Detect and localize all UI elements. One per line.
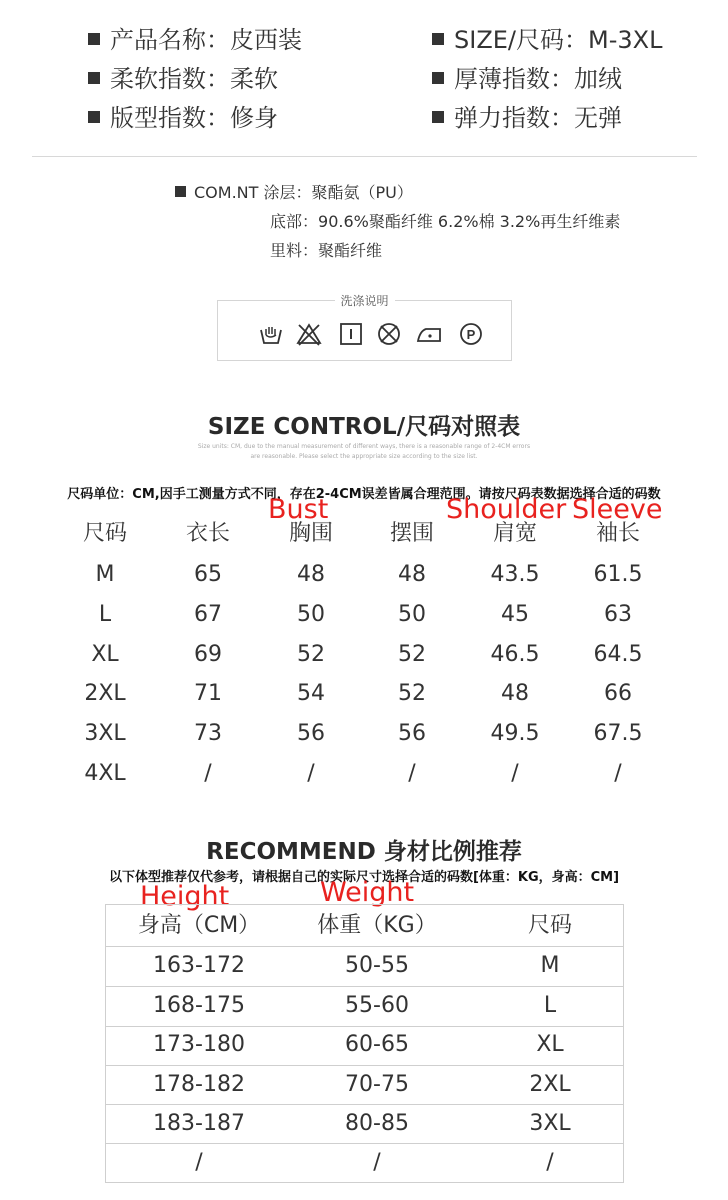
size-cell: 65 <box>194 562 222 587</box>
size-header-shoulder: 肩宽 <box>492 521 537 546</box>
recommend-table <box>105 904 624 1183</box>
divider <box>32 156 697 157</box>
size-header-hem: 摆围 <box>389 521 434 546</box>
recommend-cell: 2XL <box>529 1072 571 1097</box>
size-cell: / <box>307 761 315 786</box>
size-header-bust: 胸围 <box>288 521 333 546</box>
size-cell: 50 <box>297 602 325 627</box>
size-cell: 2XL <box>84 681 126 706</box>
annotation-weight: Weight <box>320 877 415 908</box>
size-cell: 48 <box>297 562 325 587</box>
iron-icon <box>416 321 442 347</box>
recommend-cell: 168-175 <box>153 993 245 1018</box>
size-note: 尺码单位：CM,因手工测量方式不同，存在2-4CM误差皆属合理范围。请按尺码表数据选择合适的码数 <box>67 487 661 502</box>
row-divider <box>106 986 623 987</box>
size-cell: / <box>614 761 622 786</box>
size-cell: 49.5 <box>490 721 540 746</box>
size-cell: 52 <box>297 642 325 667</box>
bullet-square-icon <box>432 72 444 84</box>
size-cell: 69 <box>194 642 222 667</box>
composition-lining: 里料：聚酯纤维 <box>270 241 383 260</box>
size-cell: 48 <box>501 681 529 706</box>
size-cell: 4XL <box>84 761 126 786</box>
row-divider <box>106 1143 623 1144</box>
size-cell: 48 <box>398 562 426 587</box>
size-fine-print-2: are reasonable. Please select the appropriate size according to the size list. <box>250 453 478 460</box>
no-dry-clean-icon <box>376 321 402 347</box>
bullet-square-icon <box>432 111 444 123</box>
row-divider <box>106 946 623 947</box>
size-cell: 63 <box>604 602 632 627</box>
recommend-cell: / <box>195 1150 203 1175</box>
size-cell: / <box>408 761 416 786</box>
recommend-header-height: 身高（CM） <box>137 913 261 938</box>
bullet-square-icon <box>175 186 186 197</box>
size-cell: 43.5 <box>490 562 540 587</box>
size-cell: 56 <box>398 721 426 746</box>
size-cell: / <box>511 761 519 786</box>
size-cell: 66 <box>604 681 632 706</box>
spec-elasticity: 弹力指数：无弹 <box>432 104 622 132</box>
size-header-length: 衣长 <box>185 521 230 546</box>
recommend-cell: / <box>546 1150 554 1175</box>
recommend-cell: 50-55 <box>345 953 409 978</box>
no-bleach-icon <box>296 321 322 347</box>
recommend-header-size: 尺码 <box>527 913 572 938</box>
recommend-cell: 3XL <box>529 1111 571 1136</box>
care-title: 洗涤说明 <box>334 292 394 309</box>
size-cell: 61.5 <box>593 562 643 587</box>
recommend-cell: 80-85 <box>345 1111 409 1136</box>
size-cell: 54 <box>297 681 325 706</box>
recommend-cell: 55-60 <box>345 993 409 1018</box>
care-instructions-box <box>217 294 512 361</box>
svg-text:P: P <box>466 327 476 342</box>
tumble-dry-icon <box>338 321 364 347</box>
size-cell: 45 <box>501 602 529 627</box>
spec-size-range: SIZE/尺码：M-3XL <box>432 26 662 54</box>
recommend-cell: 173-180 <box>153 1032 245 1057</box>
recommend-cell: 163-172 <box>153 953 245 978</box>
size-cell: 56 <box>297 721 325 746</box>
dry-clean-p-icon <box>458 321 484 347</box>
size-header-size: 尺码 <box>82 521 127 546</box>
size-cell: 3XL <box>84 721 126 746</box>
size-cell: L <box>98 602 112 627</box>
bullet-square-icon <box>432 33 444 45</box>
recommend-cell: / <box>373 1150 381 1175</box>
size-cell: 73 <box>194 721 222 746</box>
size-fine-print-1: Size units: CM, due to the manual measurement of different ways, there is a reasonable range of 2-4CM errors <box>197 443 531 450</box>
row-divider <box>106 1026 623 1027</box>
annotation-sleeve: Sleeve <box>572 494 663 525</box>
hand-wash-icon <box>258 321 284 347</box>
recommend-cell: 70-75 <box>345 1072 409 1097</box>
annotation-bust: Bust <box>268 494 329 525</box>
size-cell: 67 <box>194 602 222 627</box>
size-cell: / <box>204 761 212 786</box>
row-divider <box>106 1065 623 1066</box>
recommend-cell: 60-65 <box>345 1032 409 1057</box>
size-header-sleeve: 袖长 <box>595 521 640 546</box>
recommend-header-weight: 体重（KG） <box>317 913 437 938</box>
recommend-note: 以下体型推荐仅代参考，请根据自己的实际尺寸选择合适的码数[体重：KG，身高：CM] <box>108 870 620 885</box>
size-cell: M <box>95 562 115 587</box>
recommend-cell: 178-182 <box>153 1072 245 1097</box>
annotation-height: Height <box>140 881 230 912</box>
composition-base: 底部：90.6%聚酯纤维 6.2%棉 3.2%再生纤维素 <box>270 212 621 231</box>
size-cell: 67.5 <box>593 721 643 746</box>
bullet-square-icon <box>88 72 100 84</box>
recommend-cell: 183-187 <box>153 1111 245 1136</box>
recommend-title: RECOMMEND 身材比例推荐 <box>206 839 522 865</box>
size-cell: 50 <box>398 602 426 627</box>
spec-softness: 柔软指数：柔软 <box>88 65 278 93</box>
size-cell: XL <box>91 642 119 667</box>
size-cell: 46.5 <box>490 642 540 667</box>
spec-product-name: 产品名称：皮西装 <box>88 26 302 54</box>
size-cell: 64.5 <box>593 642 643 667</box>
bullet-square-icon <box>88 111 100 123</box>
annotation-shoulder: Shoulder <box>446 494 567 525</box>
size-control-title: SIZE CONTROL/尺码对照表 <box>207 414 521 440</box>
recommend-cell: M <box>540 953 560 978</box>
spec-fit: 版型指数：修身 <box>88 104 278 132</box>
row-divider <box>106 1104 623 1105</box>
size-cell: 52 <box>398 681 426 706</box>
composition-coating: COM.NT 涂层：聚酯氨（PU） <box>175 183 413 203</box>
size-cell: 52 <box>398 642 426 667</box>
recommend-cell: XL <box>536 1032 564 1057</box>
recommend-cell: L <box>543 993 557 1018</box>
bullet-square-icon <box>88 33 100 45</box>
spec-thickness: 厚薄指数：加绒 <box>432 65 622 93</box>
size-cell: 71 <box>194 681 222 706</box>
